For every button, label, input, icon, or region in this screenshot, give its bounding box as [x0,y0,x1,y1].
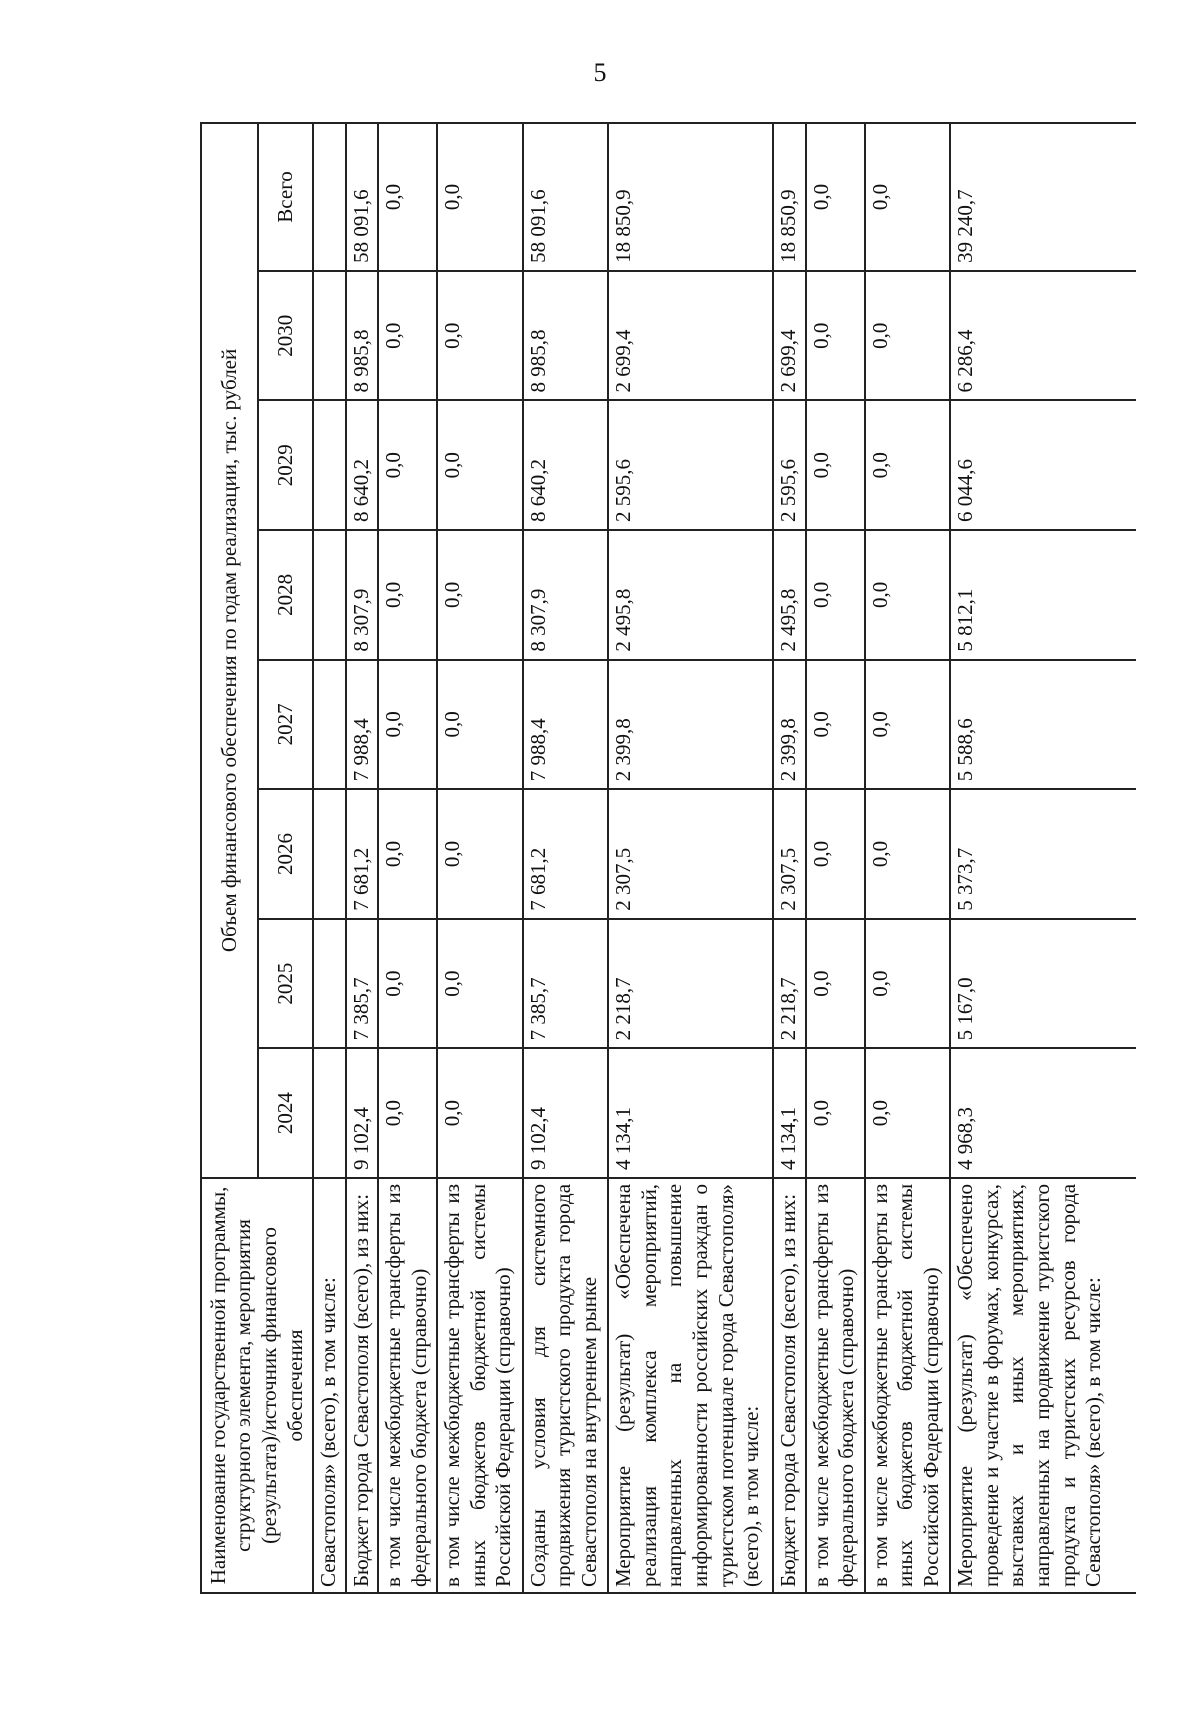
cell-value: 0,0 [378,1048,437,1178]
cell-value: 0,0 [806,123,865,271]
cell-value: 0,0 [378,789,437,919]
cell-value: 0,0 [437,123,522,271]
cell-value [313,400,346,530]
header-year: 2029 [258,400,313,530]
cell-value [313,660,346,790]
header-year: 2030 [258,271,313,401]
cell-value: 8 307,9 [523,530,608,660]
row-label: Мероприятие (результат) «Обеспечено проведение и участие в форумах, конкурсах, выставках и иных мероприятиях, направленных на продвижение туристского продукта и туристских ресурсов города Севастополя» (всего), в том числе: [950,1178,1136,1593]
cell-value: 2 307,5 [608,789,773,919]
cell-value: 5 167,0 [950,919,1136,1049]
row-label: в том числе межбюджетные трансферты из иных бюджетов бюджетной системы Российской Федерации (справочно) [865,1178,950,1593]
cell-value: 7 988,4 [346,660,379,790]
table-row [437,123,522,1593]
cell-value: 0,0 [806,530,865,660]
cell-value: 0,0 [865,123,950,271]
cell-value: 7 988,4 [523,660,608,790]
cell-value [313,789,346,919]
cell-value: 7 385,7 [346,919,379,1049]
cell-value: 39 240,7 [950,123,1136,271]
financing-table [200,122,1136,1594]
row-label: в том числе межбюджетные трансферты из федерального бюджета (справочно) [806,1178,865,1593]
cell-value [313,530,346,660]
row-label: Бюджет города Севастополя (всего), из них: [773,1178,806,1593]
table-row [865,123,950,1593]
cell-value: 0,0 [865,1048,950,1178]
cell-value: 9 102,4 [346,1048,379,1178]
cell-value: 0,0 [806,919,865,1049]
row-label: Севастополя» (всего), в том числе: [313,1178,346,1593]
header-volume: Объем финансового обеспечения по годам реализации, тыс. рублей [201,123,258,1178]
cell-value: 2 699,4 [773,271,806,401]
table-row [806,123,865,1593]
cell-value: 0,0 [865,919,950,1049]
cell-value: 0,0 [865,660,950,790]
cell-value: 0,0 [378,400,437,530]
cell-value: 4 134,1 [773,1048,806,1178]
cell-value: 0,0 [806,789,865,919]
cell-value: 2 495,8 [773,530,806,660]
cell-value: 58 091,6 [346,123,379,271]
cell-value: 4 134,1 [608,1048,773,1178]
cell-value: 7 385,7 [523,919,608,1049]
cell-value: 0,0 [437,789,522,919]
cell-value: 0,0 [865,271,950,401]
row-label: Мероприятие (результат) «Обеспечена реализация комплекса мероприятий, направленных на повышение информированности российских граждан о туристском потенциале города Севастополя» (всего), в том числе: [608,1178,773,1593]
cell-value: 58 091,6 [523,123,608,271]
cell-value: 5 373,7 [950,789,1136,919]
cell-value: 8 640,2 [523,400,608,530]
cell-value: 0,0 [806,400,865,530]
cell-value: 8 307,9 [346,530,379,660]
cell-value: 0,0 [378,271,437,401]
header-year: 2026 [258,789,313,919]
header-total: Всего [258,123,313,271]
cell-value: 2 307,5 [773,789,806,919]
table-row [378,123,437,1593]
table-row [950,123,1136,1593]
cell-value: 18 850,9 [608,123,773,271]
cell-value: 5 588,6 [950,660,1136,790]
cell-value: 2 218,7 [608,919,773,1049]
cell-value: 18 850,9 [773,123,806,271]
cell-value [313,123,346,271]
cell-value: 2 595,6 [773,400,806,530]
cell-value: 7 681,2 [523,789,608,919]
cell-value: 0,0 [865,789,950,919]
cell-value: 0,0 [378,919,437,1049]
header-name-column: Наименование государственной программы, структурного элемента, мероприятия (результата)/источник финансового обеспечения [201,1178,313,1593]
cell-value: 2 595,6 [608,400,773,530]
header-year: 2027 [258,660,313,790]
header-year: 2025 [258,919,313,1049]
cell-value [313,919,346,1049]
cell-value: 6 286,4 [950,271,1136,401]
header-year: 2024 [258,1048,313,1178]
cell-value: 0,0 [437,400,522,530]
cell-value [313,271,346,401]
table-row [313,123,346,1593]
cell-value: 0,0 [378,530,437,660]
cell-value: 8 985,8 [346,271,379,401]
cell-value: 6 044,6 [950,400,1136,530]
cell-value: 5 812,1 [950,530,1136,660]
cell-value: 9 102,4 [523,1048,608,1178]
cell-value: 0,0 [378,123,437,271]
cell-value: 2 399,8 [773,660,806,790]
cell-value: 0,0 [865,400,950,530]
row-label: в том числе межбюджетные трансферты из федерального бюджета (справочно) [378,1178,437,1593]
cell-value: 8 640,2 [346,400,379,530]
table-row [608,123,773,1593]
header-year: 2028 [258,530,313,660]
rotated-table-frame [200,122,1136,1594]
cell-value: 4 968,3 [950,1048,1136,1178]
page-number: 5 [593,58,607,87]
row-label: в том числе межбюджетные трансферты из иных бюджетов бюджетной системы Российской Федерации (справочно) [437,1178,522,1593]
cell-value: 2 699,4 [608,271,773,401]
cell-value: 2 495,8 [608,530,773,660]
cell-value: 0,0 [378,660,437,790]
table-row [523,123,608,1593]
cell-value: 0,0 [437,1048,522,1178]
cell-value: 0,0 [437,919,522,1049]
cell-value: 0,0 [806,660,865,790]
cell-value: 7 681,2 [346,789,379,919]
cell-value: 2 399,8 [608,660,773,790]
cell-value: 0,0 [865,530,950,660]
cell-value: 0,0 [437,271,522,401]
cell-value: 0,0 [437,660,522,790]
cell-value: 2 218,7 [773,919,806,1049]
cell-value: 0,0 [437,530,522,660]
cell-value [313,1048,346,1178]
cell-value: 8 985,8 [523,271,608,401]
row-label: Созданы условия для системного продвижения туристского продукта города Севастополя на внутреннем рынке [523,1178,608,1593]
table-row [773,123,806,1593]
cell-value: 0,0 [806,271,865,401]
row-label: Бюджет города Севастополя (всего), из них: [346,1178,379,1593]
cell-value: 0,0 [806,1048,865,1178]
table-row [346,123,379,1593]
rotated-table [200,122,1136,1594]
